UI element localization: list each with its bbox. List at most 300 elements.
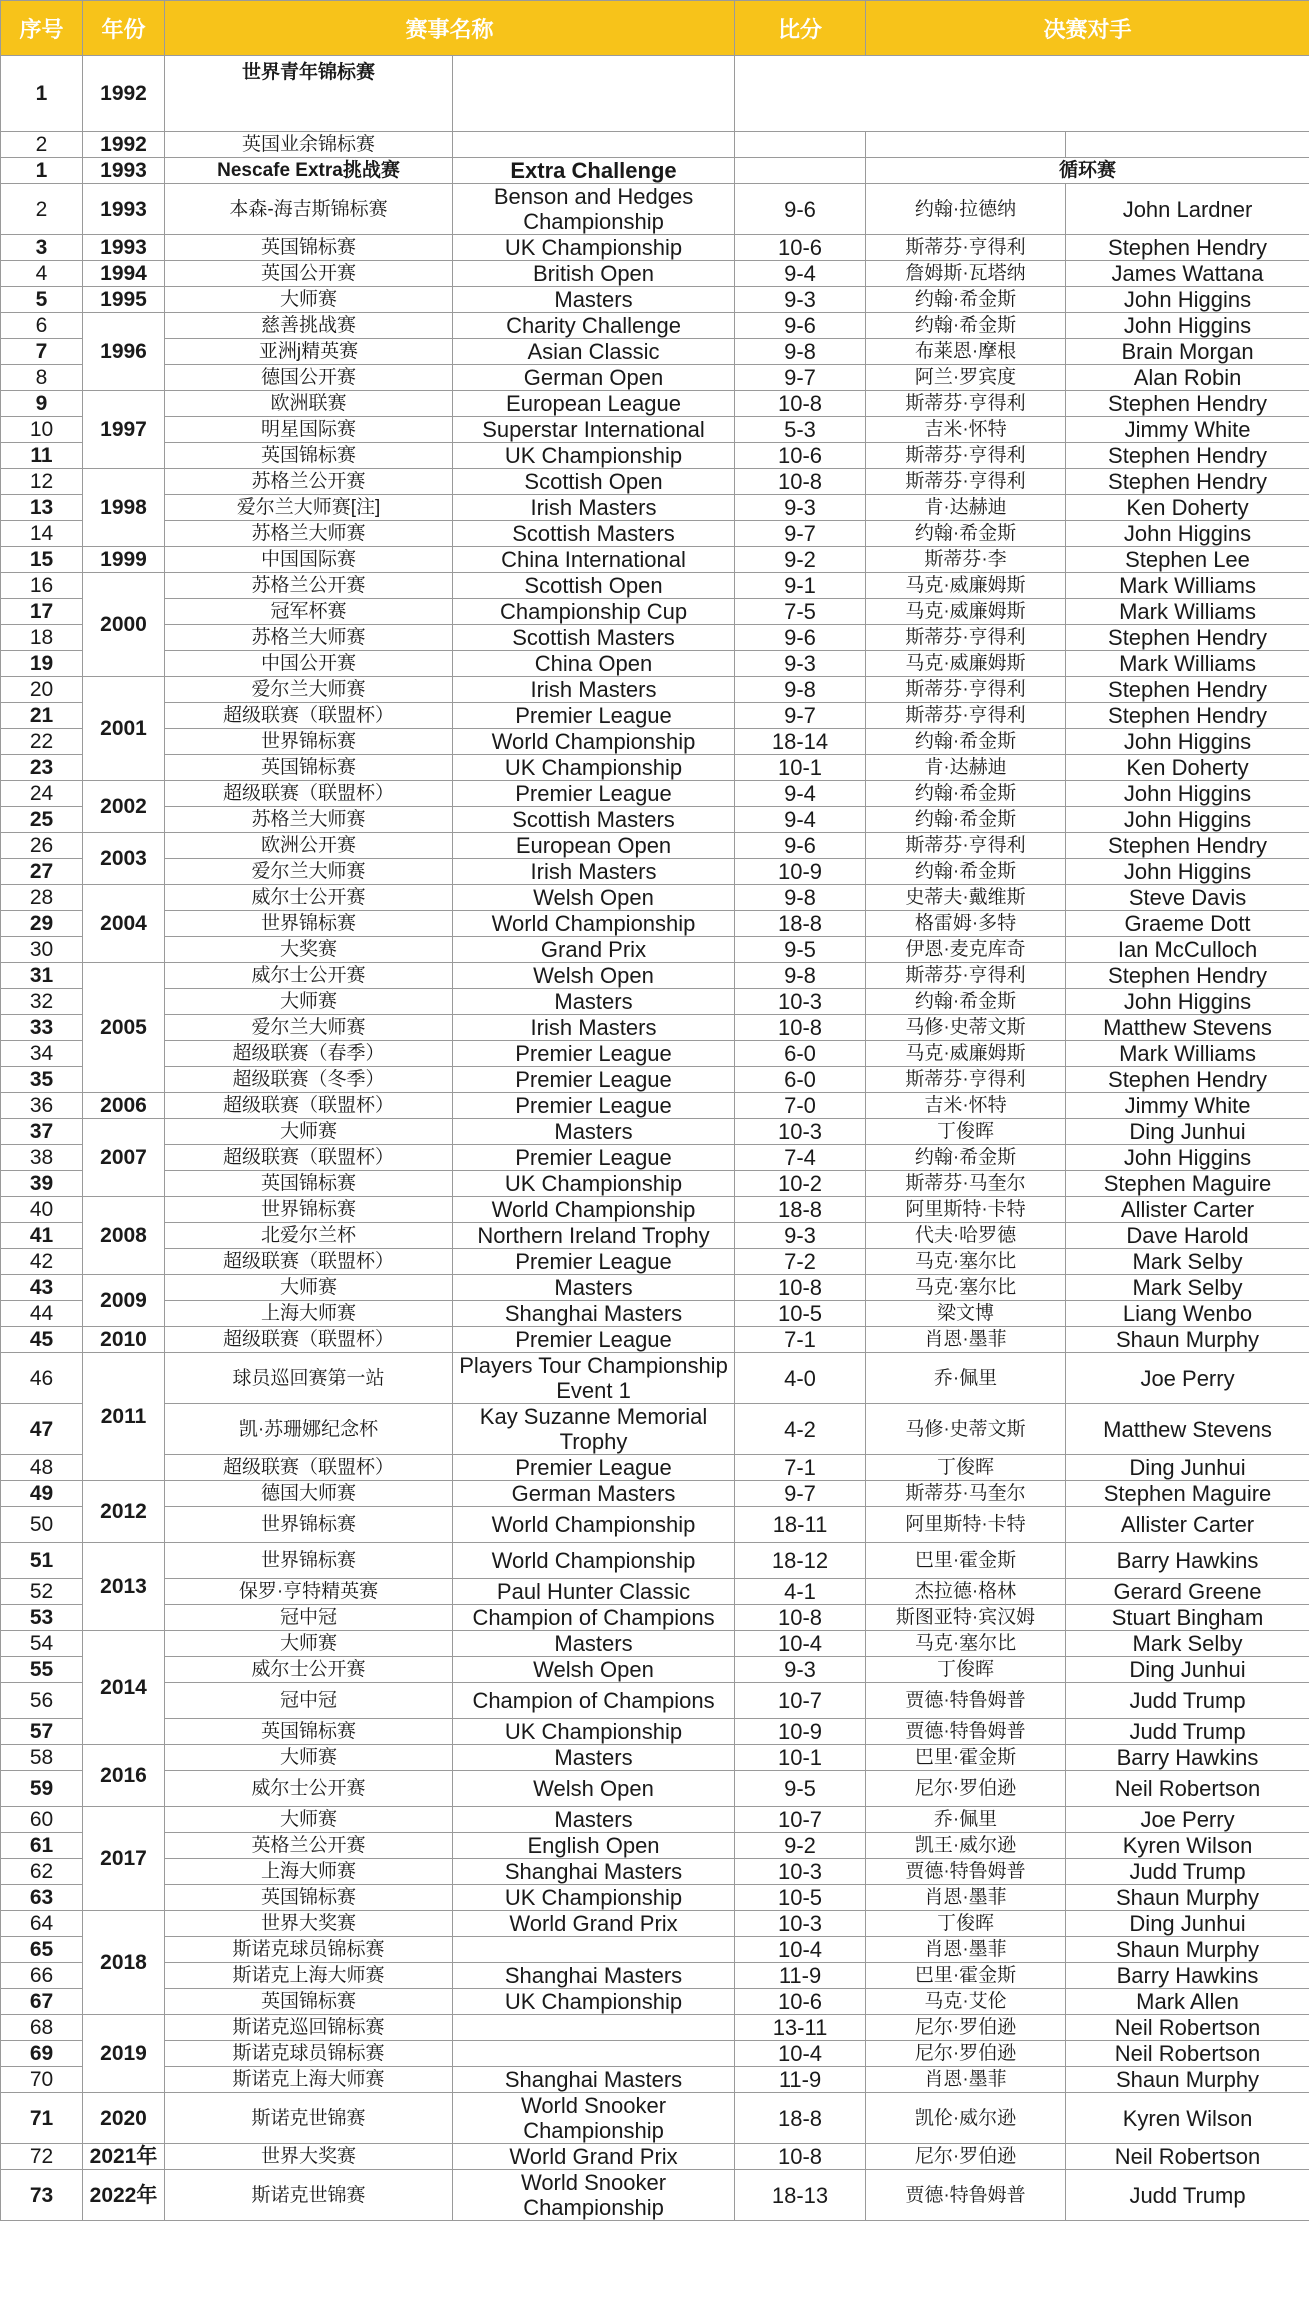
event-name-zh: 世界大奖赛 (165, 1911, 453, 1937)
final-opponent-en: Shaun Murphy (1066, 1885, 1309, 1911)
final-opponent-en: James Wattana (1066, 261, 1309, 287)
event-name-en: Premier League (453, 1249, 735, 1275)
event-name-zh: 冠中冠 (165, 1605, 453, 1631)
event-name-zh: 球员巡回赛第一站 (165, 1353, 453, 1404)
row-number: 45 (1, 1327, 83, 1353)
event-name-en: Kay Suzanne Memorial Trophy (453, 1404, 735, 1455)
row-number: 59 (1, 1771, 83, 1807)
row-number: 43 (1, 1275, 83, 1301)
event-name-en: Premier League (453, 1145, 735, 1171)
event-name-zh: 欧洲联赛 (165, 391, 453, 417)
event-name-en: Premier League (453, 1327, 735, 1353)
event-name-en: Masters (453, 287, 735, 313)
final-score: 4-0 (735, 1353, 866, 1404)
final-opponent-zh: 格雷姆·多特 (866, 911, 1066, 937)
event-name-zh: 世界锦标赛 (165, 911, 453, 937)
year-cell: 2021年 (83, 2144, 165, 2170)
header-year: 年份 (83, 1, 165, 56)
event-name-en: Superstar International (453, 417, 735, 443)
event-name-zh: 超级联赛（联盟杯） (165, 1145, 453, 1171)
event-name-zh: 保罗·亨特精英赛 (165, 1579, 453, 1605)
year-cell: 2007 (83, 1119, 165, 1197)
final-opponent-zh: 约翰·拉德纳 (866, 184, 1066, 235)
event-name-en: UK Championship (453, 235, 735, 261)
final-opponent-zh: 马克·威廉姆斯 (866, 599, 1066, 625)
final-opponent-zh: 史蒂夫·戴维斯 (866, 885, 1066, 911)
final-score: 18-8 (735, 1197, 866, 1223)
final-opponent-en: Stephen Maguire (1066, 1171, 1309, 1197)
final-score: 9-2 (735, 1833, 866, 1859)
final-opponent-en: Ding Junhui (1066, 1657, 1309, 1683)
final-opponent-en: John Higgins (1066, 1145, 1309, 1171)
final-opponent-en: Stephen Hendry (1066, 963, 1309, 989)
event-name-zh: 世界锦标赛 (165, 729, 453, 755)
final-opponent-zh: 贾德·特鲁姆普 (866, 1683, 1066, 1719)
final-opponent-en: Shaun Murphy (1066, 2067, 1309, 2093)
event-name-zh: 斯诺克球员锦标赛 (165, 2041, 453, 2067)
event-name-en: Shanghai Masters (453, 2067, 735, 2093)
final-opponent-en: Mark Williams (1066, 599, 1309, 625)
table-body (1, 56, 1309, 2221)
event-name-zh: 英格兰公开赛 (165, 1833, 453, 1859)
table-row (1, 989, 1309, 1015)
final-opponent-en: Stephen Lee (1066, 547, 1309, 573)
year-cell: 2014 (83, 1631, 165, 1745)
event-name-en: UK Championship (453, 1171, 735, 1197)
final-score: 9-7 (735, 703, 866, 729)
event-name-zh: 苏格兰公开赛 (165, 469, 453, 495)
final-opponent-en: Stephen Hendry (1066, 833, 1309, 859)
row-number: 25 (1, 807, 83, 833)
row-number: 34 (1, 1041, 83, 1067)
final-score: 9-3 (735, 287, 866, 313)
row-number: 40 (1, 1197, 83, 1223)
row-number: 20 (1, 677, 83, 703)
table-row (1, 1833, 1309, 1859)
final-opponent-zh: 斯蒂芬·马奎尔 (866, 1481, 1066, 1507)
final-opponent-zh: 尼尔·罗伯逊 (866, 2144, 1066, 2170)
final-opponent-zh: 阿里斯特·卡特 (866, 1197, 1066, 1223)
row-number: 26 (1, 833, 83, 859)
final-opponent-zh: 肖恩·墨菲 (866, 1937, 1066, 1963)
final-opponent-zh: 斯蒂芬·亨得利 (866, 833, 1066, 859)
final-score: 18-8 (735, 911, 866, 937)
final-opponent-en: Stephen Hendry (1066, 469, 1309, 495)
event-name-zh: 大师赛 (165, 1119, 453, 1145)
event-name-zh: 本森-海吉斯锦标赛 (165, 184, 453, 235)
table-row (1, 1404, 1309, 1455)
final-score: 10-1 (735, 755, 866, 781)
row-number: 1 (1, 56, 83, 132)
final-score: 7-0 (735, 1093, 866, 1119)
final-score: 10-8 (735, 1275, 866, 1301)
event-name-en: Premier League (453, 1067, 735, 1093)
table-row (1, 703, 1309, 729)
final-opponent-zh: 斯蒂芬·亨得利 (866, 1067, 1066, 1093)
event-name-en: Welsh Open (453, 1657, 735, 1683)
event-name-en: Northern Ireland Trophy (453, 1223, 735, 1249)
row-number: 5 (1, 287, 83, 313)
event-name-en: Welsh Open (453, 963, 735, 989)
final-opponent-en: Graeme Dott (1066, 911, 1309, 937)
table-row (1, 1579, 1309, 1605)
event-name-zh: 爱尔兰大师赛 (165, 1015, 453, 1041)
final-opponent-zh: 贾德·特鲁姆普 (866, 1859, 1066, 1885)
event-name-en: Shanghai Masters (453, 1859, 735, 1885)
row-number: 22 (1, 729, 83, 755)
event-name-en: World Championship (453, 1507, 735, 1543)
final-opponent-zh: 丁俊晖 (866, 1455, 1066, 1481)
row-number: 72 (1, 2144, 83, 2170)
table-row (1, 1093, 1309, 1119)
final-opponent-zh: 斯蒂芬·亨得利 (866, 469, 1066, 495)
table-row (1, 885, 1309, 911)
final-opponent-zh: 斯蒂芬·亨得利 (866, 391, 1066, 417)
row-number: 55 (1, 1657, 83, 1683)
final-opponent-en: Jimmy White (1066, 1093, 1309, 1119)
final-opponent-en: Dave Harold (1066, 1223, 1309, 1249)
event-name-en: Welsh Open (453, 885, 735, 911)
table-row (1, 1455, 1309, 1481)
final-opponent-zh (866, 132, 1066, 158)
event-name-en: German Masters (453, 1481, 735, 1507)
event-name-zh: 斯诺克世锦赛 (165, 2170, 453, 2221)
final-score: 6-0 (735, 1067, 866, 1093)
final-opponent-en (1066, 132, 1309, 158)
final-opponent-zh: 肖恩·墨菲 (866, 1885, 1066, 1911)
final-opponent-en: Ding Junhui (1066, 1119, 1309, 1145)
final-score: 10-6 (735, 443, 866, 469)
table-row (1, 521, 1309, 547)
event-name-zh: 英国公开赛 (165, 261, 453, 287)
final-score: 18-14 (735, 729, 866, 755)
year-cell: 2020 (83, 2093, 165, 2144)
header-opponent: 决赛对手 (866, 1, 1309, 56)
event-name-en: China Open (453, 651, 735, 677)
row-number: 60 (1, 1807, 83, 1833)
table-row (1, 2067, 1309, 2093)
final-opponent-en: Judd Trump (1066, 1683, 1309, 1719)
event-name-en: UK Championship (453, 1719, 735, 1745)
final-opponent-en: Neil Robertson (1066, 2015, 1309, 2041)
event-name-zh: 威尔士公开赛 (165, 1657, 453, 1683)
event-name-zh: 超级联赛（冬季） (165, 1067, 453, 1093)
row-number: 57 (1, 1719, 83, 1745)
event-name-en: Irish Masters (453, 677, 735, 703)
final-opponent-zh: 斯蒂芬·马奎尔 (866, 1171, 1066, 1197)
year-cell: 1995 (83, 287, 165, 313)
event-name-zh: 慈善挑战赛 (165, 313, 453, 339)
row-number: 66 (1, 1963, 83, 1989)
final-opponent-en: John Higgins (1066, 729, 1309, 755)
final-opponent-zh: 尼尔·罗伯逊 (866, 2015, 1066, 2041)
final-opponent-zh: 马克·威廉姆斯 (866, 1041, 1066, 1067)
final-opponent-en: Stephen Hendry (1066, 235, 1309, 261)
final-opponent-en: Stephen Hendry (1066, 677, 1309, 703)
event-name-zh: 上海大师赛 (165, 1301, 453, 1327)
event-name-en: Masters (453, 1807, 735, 1833)
event-name-en: Champion of Champions (453, 1605, 735, 1631)
final-opponent-zh: 约翰·希金斯 (866, 859, 1066, 885)
final-opponent-en: Brain Morgan (1066, 339, 1309, 365)
table-row (1, 56, 1309, 132)
final-opponent-zh: 肖恩·墨菲 (866, 2067, 1066, 2093)
table-row (1, 1249, 1309, 1275)
final-opponent-zh: 巴里·霍金斯 (866, 1543, 1066, 1579)
row-number: 71 (1, 2093, 83, 2144)
row-number: 10 (1, 417, 83, 443)
row-number: 63 (1, 1885, 83, 1911)
final-opponent-zh: 斯蒂芬·亨得利 (866, 703, 1066, 729)
event-name-zh: 中国国际赛 (165, 547, 453, 573)
final-score: 10-7 (735, 1683, 866, 1719)
table-row (1, 1719, 1309, 1745)
final-opponent-zh: 约翰·希金斯 (866, 781, 1066, 807)
event-name-zh: 英国锦标赛 (165, 755, 453, 781)
year-cell: 1993 (83, 158, 165, 184)
event-name-zh: 亚洲j精英赛 (165, 339, 453, 365)
row-number: 61 (1, 1833, 83, 1859)
final-opponent-zh: 约翰·希金斯 (866, 521, 1066, 547)
final-opponent-zh: 斯蒂芬·亨得利 (866, 443, 1066, 469)
table-row (1, 599, 1309, 625)
final-opponent-en: Mark Selby (1066, 1631, 1309, 1657)
header-row (1, 1, 1309, 56)
final-opponent-en: Barry Hawkins (1066, 1543, 1309, 1579)
final-opponent-zh: 马修·史蒂文斯 (866, 1015, 1066, 1041)
final-opponent-en: Barry Hawkins (1066, 1745, 1309, 1771)
final-opponent-zh: 吉米·怀特 (866, 417, 1066, 443)
final-score: 10-8 (735, 469, 866, 495)
final-score: 10-4 (735, 1631, 866, 1657)
table-row (1, 547, 1309, 573)
final-opponent-zh: 尼尔·罗伯逊 (866, 1771, 1066, 1807)
row-number: 13 (1, 495, 83, 521)
event-name-en: Charity Challenge (453, 313, 735, 339)
final-opponent-en: Stephen Hendry (1066, 703, 1309, 729)
table-row (1, 469, 1309, 495)
final-score (735, 132, 866, 158)
row-number: 68 (1, 2015, 83, 2041)
final-opponent-en: Matthew Stevens (1066, 1404, 1309, 1455)
final-opponent-zh (735, 56, 1309, 132)
row-number: 27 (1, 859, 83, 885)
final-score: 9-6 (735, 313, 866, 339)
event-name-en: Premier League (453, 1041, 735, 1067)
event-name-en: World Championship (453, 729, 735, 755)
event-name-zh: 世界锦标赛 (165, 1507, 453, 1543)
final-opponent-en: Shaun Murphy (1066, 1327, 1309, 1353)
table-row (1, 651, 1309, 677)
event-name-en: European Open (453, 833, 735, 859)
final-score: 10-3 (735, 1119, 866, 1145)
final-score: 11-9 (735, 1963, 866, 1989)
final-opponent-en: Stephen Hendry (1066, 391, 1309, 417)
year-cell: 1992 (83, 132, 165, 158)
table-row (1, 937, 1309, 963)
event-name-en: Scottish Masters (453, 521, 735, 547)
table-row (1, 1301, 1309, 1327)
final-opponent-zh: 循环赛 (866, 158, 1309, 184)
event-name-en: Irish Masters (453, 859, 735, 885)
final-opponent-en: John Higgins (1066, 807, 1309, 833)
event-name-en: Irish Masters (453, 495, 735, 521)
table-row (1, 1041, 1309, 1067)
table-row (1, 235, 1309, 261)
row-number: 38 (1, 1145, 83, 1171)
row-number: 30 (1, 937, 83, 963)
event-name-zh: 苏格兰大师赛 (165, 521, 453, 547)
event-name-en: Champion of Champions (453, 1683, 735, 1719)
final-opponent-en: John Higgins (1066, 521, 1309, 547)
final-opponent-zh: 阿里斯特·卡特 (866, 1507, 1066, 1543)
final-opponent-zh: 约翰·希金斯 (866, 1145, 1066, 1171)
event-name-en: Premier League (453, 1093, 735, 1119)
final-score: 9-8 (735, 885, 866, 911)
row-number: 8 (1, 365, 83, 391)
row-number: 11 (1, 443, 83, 469)
final-opponent-en: Mark Selby (1066, 1275, 1309, 1301)
event-name-en: German Open (453, 365, 735, 391)
row-number: 32 (1, 989, 83, 1015)
table-row (1, 132, 1309, 158)
row-number: 37 (1, 1119, 83, 1145)
final-opponent-zh: 布莱恩·摩根 (866, 339, 1066, 365)
event-name-zh: 大师赛 (165, 287, 453, 313)
final-opponent-en: John Higgins (1066, 781, 1309, 807)
final-opponent-en: Mark Williams (1066, 1041, 1309, 1067)
row-number: 49 (1, 1481, 83, 1507)
event-name-zh: 超级联赛（联盟杯） (165, 1455, 453, 1481)
event-name-en: Premier League (453, 1455, 735, 1481)
final-opponent-en: Gerard Greene (1066, 1579, 1309, 1605)
final-score: 9-4 (735, 807, 866, 833)
final-score: 9-7 (735, 521, 866, 547)
header-event: 赛事名称 (165, 1, 735, 56)
final-score: 7-1 (735, 1455, 866, 1481)
table-row (1, 1771, 1309, 1807)
row-number: 7 (1, 339, 83, 365)
final-opponent-zh: 马克·塞尔比 (866, 1275, 1066, 1301)
table-row (1, 1859, 1309, 1885)
final-score: 9-6 (735, 184, 866, 235)
event-name-en: Masters (453, 1119, 735, 1145)
row-number: 21 (1, 703, 83, 729)
event-name-en: World Grand Prix (453, 1911, 735, 1937)
row-number: 4 (1, 261, 83, 287)
final-opponent-zh: 伊恩·麦克库奇 (866, 937, 1066, 963)
final-opponent-en: Neil Robertson (1066, 2144, 1309, 2170)
event-name-en: UK Championship (453, 443, 735, 469)
final-score: 9-3 (735, 1223, 866, 1249)
final-opponent-en: Mark Williams (1066, 651, 1309, 677)
year-cell: 2012 (83, 1481, 165, 1543)
table-row (1, 2041, 1309, 2067)
event-name-zh: 超级联赛（联盟杯） (165, 1093, 453, 1119)
final-opponent-en: Allister Carter (1066, 1197, 1309, 1223)
event-name-zh: 北爱尔兰杯 (165, 1223, 453, 1249)
event-name-zh: 大师赛 (165, 1275, 453, 1301)
table-row (1, 1605, 1309, 1631)
final-score: 10-5 (735, 1885, 866, 1911)
table-row (1, 1885, 1309, 1911)
final-opponent-en: Ken Doherty (1066, 495, 1309, 521)
year-cell: 2000 (83, 573, 165, 677)
year-cell: 2019 (83, 2015, 165, 2093)
final-opponent-zh: 巴里·霍金斯 (866, 1963, 1066, 1989)
event-name-zh: 大师赛 (165, 1631, 453, 1657)
final-score: 4-2 (735, 1404, 866, 1455)
final-opponent-zh: 斯蒂芬·亨得利 (866, 235, 1066, 261)
row-number: 3 (1, 235, 83, 261)
final-opponent-zh: 乔·佩里 (866, 1353, 1066, 1404)
final-opponent-zh: 约翰·希金斯 (866, 287, 1066, 313)
final-opponent-en: Stuart Bingham (1066, 1605, 1309, 1631)
row-number: 6 (1, 313, 83, 339)
event-name-zh: 威尔士公开赛 (165, 1771, 453, 1807)
event-name-en: Extra Challenge (453, 158, 735, 184)
event-name-zh: 爱尔兰大师赛 (165, 677, 453, 703)
event-name-zh: 欧洲公开赛 (165, 833, 453, 859)
final-score: 18-12 (735, 1543, 866, 1579)
row-number: 54 (1, 1631, 83, 1657)
year-cell: 2017 (83, 1807, 165, 1911)
table-row (1, 261, 1309, 287)
event-name-zh: 超级联赛（联盟杯） (165, 1327, 453, 1353)
final-opponent-en: Liang Wenbo (1066, 1301, 1309, 1327)
row-number: 73 (1, 2170, 83, 2221)
table-row (1, 2015, 1309, 2041)
final-opponent-zh: 贾德·特鲁姆普 (866, 1719, 1066, 1745)
row-number: 56 (1, 1683, 83, 1719)
year-cell: 2004 (83, 885, 165, 963)
final-opponent-zh: 丁俊晖 (866, 1657, 1066, 1683)
final-opponent-en: Jimmy White (1066, 417, 1309, 443)
final-score: 9-4 (735, 781, 866, 807)
final-score: 9-6 (735, 625, 866, 651)
row-number: 2 (1, 184, 83, 235)
final-opponent-zh: 贾德·特鲁姆普 (866, 2170, 1066, 2221)
final-score: 9-3 (735, 651, 866, 677)
row-number: 58 (1, 1745, 83, 1771)
year-cell: 2006 (83, 1093, 165, 1119)
event-name-en: Paul Hunter Classic (453, 1579, 735, 1605)
final-score: 4-1 (735, 1579, 866, 1605)
row-number: 31 (1, 963, 83, 989)
event-name-en: Grand Prix (453, 937, 735, 963)
final-opponent-en: Judd Trump (1066, 2170, 1309, 2221)
final-opponent-en: John Higgins (1066, 859, 1309, 885)
final-opponent-en: Ian McCulloch (1066, 937, 1309, 963)
event-name-zh: 斯诺克巡回锦标赛 (165, 2015, 453, 2041)
table-row (1, 339, 1309, 365)
row-number: 35 (1, 1067, 83, 1093)
event-name-zh: 大奖赛 (165, 937, 453, 963)
event-name-en: World Grand Prix (453, 2144, 735, 2170)
final-score: 10-6 (735, 235, 866, 261)
event-name-zh: 超级联赛（春季） (165, 1041, 453, 1067)
year-cell: 1993 (83, 235, 165, 261)
event-name-zh: 大师赛 (165, 1745, 453, 1771)
final-opponent-zh: 阿兰·罗宾度 (866, 365, 1066, 391)
final-score: 9-6 (735, 833, 866, 859)
table-row (1, 1197, 1309, 1223)
year-cell: 1998 (83, 469, 165, 547)
event-name-zh: 苏格兰公开赛 (165, 573, 453, 599)
event-name-en: Masters (453, 989, 735, 1015)
final-score: 7-4 (735, 1145, 866, 1171)
table-row (1, 443, 1309, 469)
